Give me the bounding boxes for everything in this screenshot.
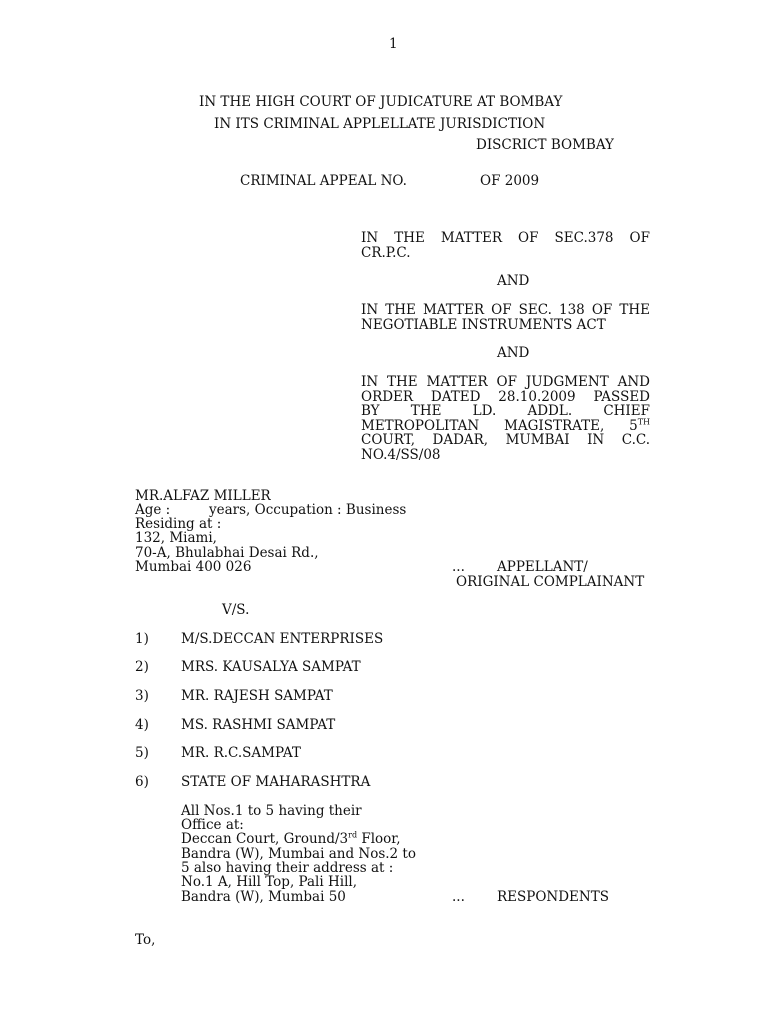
respondent-address-line: All Nos.1 to 5 having their	[181, 803, 362, 819]
matter-sec-138: IN THE MATTER OF SEC. 138 OF THE NEGOTIABLE INSTRUMENTS ACT	[361, 302, 650, 333]
appellant-address-line: 132, Miami,	[135, 530, 217, 546]
ellipsis: ...	[452, 889, 465, 905]
document-page: 1 IN THE HIGH COURT OF JUDICATURE AT BOMBAY IN ITS CRIMINAL APPLELLATE JURISDICTION DISCRICT BOMBAY CRIMINAL APPEAL NO. OF 2009 IN THE MATTER OF SEC.378 OF CR.P.C. AND IN THE MATTER OF SEC. 138 OF THE NEGOTIABLE INSTRUMENTS ACT AND IN THE MATTER OF JUDGMENT AND ORDER DATED 28.10.2009 PASSED BY THE LD. ADDL. CHIEF METROPOLITAN MAGISTRATE, 5TH COURT, DADAR, MUMBAI IN C.C. NO.4/SS/08 MR.ALFAZ MILLER Age : years, Occupation : Business Residing at : 132, Miami, 70-A, Bhulabhai Desai Rd., Mumbai 400 026 ... APPELLANT/ ORIGINAL COMPLAINANT V/S. 1) M/S.DECCAN ENTERPRISES 2) MRS. KAUSALYA SAMPAT 3) MR. RAJESH SAMPAT 4) MS. RASHMI SAMPAT 5) MR. R.C.SAMPAT 6) STATE OF MAHARASHTRA All Nos.1 to 5 having their Office at: Deccan Court, Ground/3rd Floor, Bandra (W), Mumbai and Nos.2 to 5 also having their address at : No.1 A, Hill Top, Pali Hill, Bandra (W), Mumbai 50 ... RESPONDENTS To,	[135, 36, 650, 948]
appeal-year: OF 2009	[480, 173, 540, 189]
district-line: DISCRICT BOMBAY	[476, 137, 614, 153]
appellant-residing: Residing at :	[135, 516, 222, 532]
respondent-address-line: No.1 A, Hill Top, Pali Hill,	[181, 874, 358, 890]
appellant-address-line: Mumbai 400 026	[135, 559, 252, 575]
jurisdiction-line: IN ITS CRIMINAL APPLELLATE JURISDICTION	[214, 116, 546, 132]
respondent-address-line: Deccan Court, Ground/3rd Floor,	[181, 830, 401, 847]
court-title: IN THE HIGH COURT OF JUDICATURE AT BOMBAY	[199, 94, 563, 110]
respondent-address-line: Bandra (W), Mumbai and Nos.2 to	[181, 846, 416, 862]
respondent-address-line: Bandra (W), Mumbai 50	[181, 889, 346, 905]
ellipsis: ...	[452, 559, 465, 575]
and-connector: AND	[497, 273, 530, 289]
matter-sec-378: IN THE MATTER OF SEC.378 OF CR.P.C.	[361, 230, 650, 261]
appellant-role: APPELLANT/	[497, 559, 588, 575]
respondent-address-line: 5 also having their address at :	[181, 860, 394, 876]
appellant-age-label: Age :	[135, 502, 171, 518]
respondents-role: RESPONDENTS	[497, 889, 609, 905]
and-connector: AND	[497, 345, 530, 361]
respondent-address-line: Office at:	[181, 817, 244, 833]
matter-judgment: IN THE MATTER OF JUDGMENT AND ORDER DATED 28.10.2009 PASSED BY THE LD. ADDL. CHIEF METROPOLITAN MAGISTRATE, 5TH COURT, DADAR, MUMBAI IN C.C. NO.4/SS/08	[361, 374, 650, 463]
appeal-number-label: CRIMINAL APPEAL NO.	[240, 173, 407, 189]
salutation: To,	[135, 932, 156, 948]
appellant-role-2: ORIGINAL COMPLAINANT	[456, 574, 645, 590]
appellant-occupation: years, Occupation : Business	[209, 502, 407, 518]
appellant-address-line: 70-A, Bhulabhai Desai Rd.,	[135, 545, 319, 561]
appellant-name: MR.ALFAZ MILLER	[135, 488, 271, 504]
versus: V/S.	[222, 602, 250, 618]
page-number: 1	[389, 36, 398, 52]
